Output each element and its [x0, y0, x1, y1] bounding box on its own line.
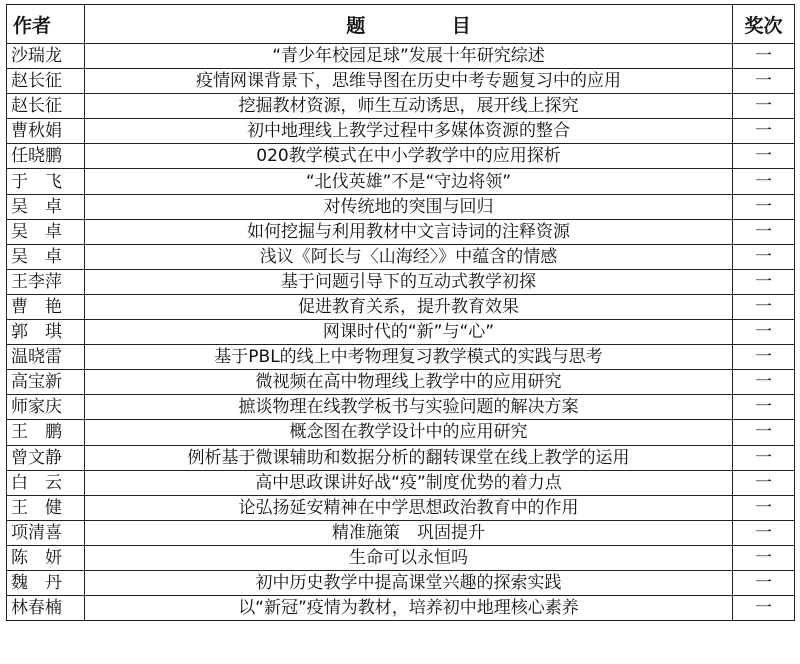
author-cell: 赵长征: [7, 94, 85, 119]
table-row: [7, 370, 795, 395]
table-row: [7, 94, 795, 119]
author-cell: 王 鹏: [7, 420, 85, 445]
title-cell: 如何挖掘与利用教材中文言诗词的注释资源: [85, 219, 733, 244]
author-cell: 吴 卓: [7, 219, 85, 244]
table-row: [7, 320, 795, 345]
author-column-header: 作者: [7, 5, 85, 44]
award-cell: 一: [733, 194, 795, 219]
author-cell: 曾文静: [7, 445, 85, 470]
title-cell: 初中历史教学中提高课堂兴趣的探索实践: [85, 570, 733, 595]
title-cell: 基于问题引导下的互动式教学初探: [85, 269, 733, 294]
title-cell: 促进教育关系，提升教育效果: [85, 294, 733, 319]
author-cell: 林春楠: [7, 596, 85, 621]
table-row: [7, 445, 795, 470]
table-row: [7, 219, 795, 244]
title-cell: 例析基于微课辅助和数据分析的翻转课堂在线上教学的运用: [85, 445, 733, 470]
award-cell: 一: [733, 495, 795, 520]
table-row: [7, 44, 795, 69]
table-row: [7, 169, 795, 194]
title-cell: “青少年校园足球”发展十年研究综述: [85, 44, 733, 69]
table-row: [7, 294, 795, 319]
title-cell: 初中地理线上教学过程中多媒体资源的整合: [85, 119, 733, 144]
author-cell: 师家庆: [7, 395, 85, 420]
table-row: [7, 470, 795, 495]
table-row: [7, 194, 795, 219]
award-cell: 一: [733, 470, 795, 495]
title-cell: 挖掘教材资源，师生互动诱思，展开线上探究: [85, 94, 733, 119]
author-cell: 吴 卓: [7, 244, 85, 269]
table-row: [7, 596, 795, 621]
author-cell: 王 健: [7, 495, 85, 520]
table-row: [7, 144, 795, 169]
author-cell: 郭 琪: [7, 320, 85, 345]
table-row: [7, 269, 795, 294]
award-table: [6, 4, 795, 621]
table-row: [7, 545, 795, 570]
award-cell: 一: [733, 596, 795, 621]
header-row: [7, 5, 795, 44]
award-cell: 一: [733, 445, 795, 470]
author-cell: 曹秋娟: [7, 119, 85, 144]
author-cell: 项清喜: [7, 520, 85, 545]
award-table-container: [6, 4, 794, 660]
title-cell: 020教学模式在中小学教学中的应用探析: [85, 144, 733, 169]
award-cell: 一: [733, 219, 795, 244]
table-row: [7, 570, 795, 595]
title-cell: 论弘扬延安精神在中学思想政治教育中的作用: [85, 495, 733, 520]
author-cell: 任晓鹏: [7, 144, 85, 169]
award-cell: 一: [733, 44, 795, 69]
title-cell: 生命可以永恒吗: [85, 545, 733, 570]
title-cell: 基于PBL的线上中考物理复习教学模式的实践与思考: [85, 345, 733, 370]
title-cell: 以“新冠”疫情为教材，培养初中地理核心素养: [85, 596, 733, 621]
title-column-header: 题 目: [85, 5, 733, 44]
title-cell: 精准施策 巩固提升: [85, 520, 733, 545]
table-body: [7, 44, 795, 621]
table-row: [7, 395, 795, 420]
table-row: [7, 420, 795, 445]
award-cell: 一: [733, 370, 795, 395]
author-cell: 王李萍: [7, 269, 85, 294]
award-cell: 一: [733, 94, 795, 119]
author-cell: 高宝新: [7, 370, 85, 395]
author-cell: 赵长征: [7, 69, 85, 94]
title-cell: 对传统地的突围与回归: [85, 194, 733, 219]
author-cell: 白 云: [7, 470, 85, 495]
author-cell: 于 飞: [7, 169, 85, 194]
title-cell: 摭谈物理在线教学板书与实验问题的解决方案: [85, 395, 733, 420]
table-row: [7, 244, 795, 269]
table-row: [7, 345, 795, 370]
author-cell: 曹 艳: [7, 294, 85, 319]
award-cell: 一: [733, 570, 795, 595]
award-cell: 一: [733, 119, 795, 144]
author-cell: 陈 妍: [7, 545, 85, 570]
title-cell: 微视频在高中物理线上教学中的应用研究: [85, 370, 733, 395]
award-cell: 一: [733, 169, 795, 194]
table-row: [7, 119, 795, 144]
title-cell: 高中思政课讲好战“疫”制度优势的着力点: [85, 470, 733, 495]
title-cell: 疫情网课背景下，思维导图在历史中考专题复习中的应用: [85, 69, 733, 94]
award-cell: 一: [733, 545, 795, 570]
title-cell: “北伐英雄”不是“守边将领”: [85, 169, 733, 194]
award-cell: 一: [733, 395, 795, 420]
table-row: [7, 520, 795, 545]
author-cell: 温晓雷: [7, 345, 85, 370]
award-cell: 一: [733, 244, 795, 269]
award-cell: 一: [733, 320, 795, 345]
title-cell: 概念图在教学设计中的应用研究: [85, 420, 733, 445]
author-cell: 吴 卓: [7, 194, 85, 219]
award-cell: 一: [733, 345, 795, 370]
award-cell: 一: [733, 420, 795, 445]
title-cell: 网课时代的“新”与“心”: [85, 320, 733, 345]
award-cell: 一: [733, 144, 795, 169]
award-cell: 一: [733, 69, 795, 94]
title-cell: 浅议《阿长与〈山海经〉》中蕴含的情感: [85, 244, 733, 269]
table-row: [7, 69, 795, 94]
author-cell: 沙瑞龙: [7, 44, 85, 69]
award-column-header: 奖次: [733, 5, 795, 44]
award-cell: 一: [733, 269, 795, 294]
award-cell: 一: [733, 520, 795, 545]
author-cell: 魏 丹: [7, 570, 85, 595]
award-cell: 一: [733, 294, 795, 319]
table-row: [7, 495, 795, 520]
